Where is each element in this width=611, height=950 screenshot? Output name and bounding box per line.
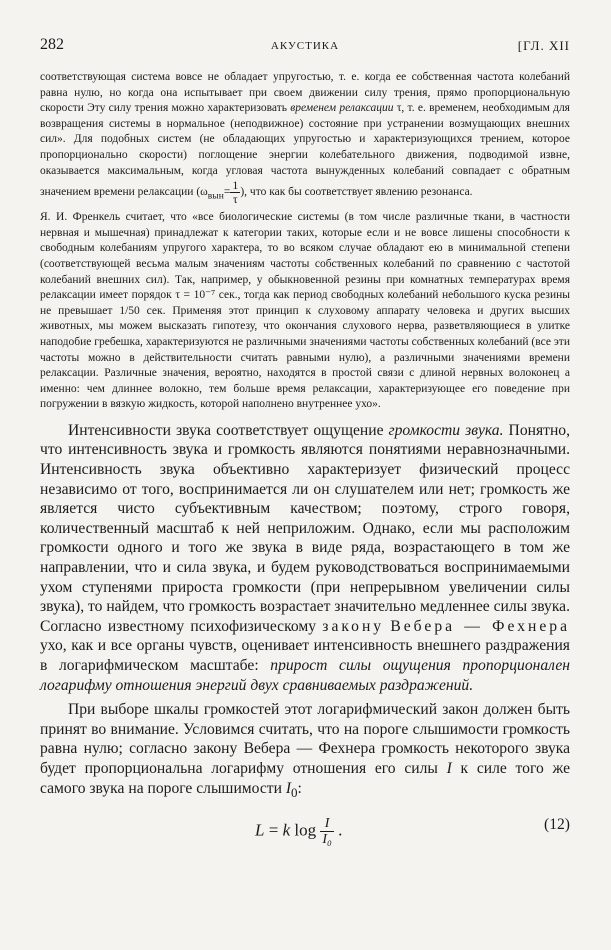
inline-fraction: $\frac{1}{\tau}$ bbox=[232, 178, 239, 207]
book-page bbox=[40, 36, 570, 852]
spaced-law: закону bbox=[322, 617, 385, 635]
paragraph-loudness: Интенсивности звука соответствует ощущение громкости звука. Понятно, что интенсивность звука и громкость являются понятиями неравнозначными. Интенсивность звука объективно характеризует физический процесс независимо от того, воспринимается ли он слушателем или нет; громкость же является чисто субъективным качеством; поэтому, строго говоря, количественный масштаб к ней неприложим. Однако, если мы расположим громкости одного и того же звука в виде ряда, возрастающего в том же направлении, что и сила звука, и будем руководствоваться воспринимаемыми ухом ступенями прироста громкости (при непрерывном увеличении силы звука), то найдем, что громкость возрастает значительно медленнее силы звука. Согласно известному психофизическому закону Вебера — Фехнера ухо, как и все органы чувств, оценивает интенсивность внешнего раздражения в логарифмическом масштабе: прирост силы ощущения пропорционален логарифму отношения энергий двух сравниваемых раздражений. bbox=[40, 421, 570, 694]
equation-number: (12) bbox=[544, 816, 570, 834]
term-relaxation-time: временем релаксации bbox=[290, 102, 394, 115]
term-loudness: громкости звука. bbox=[388, 421, 504, 439]
equation-body: L = k log $\frac{I}{\text{I₀}}$ . bbox=[255, 816, 343, 848]
quote-paragraph-frenkel: Я. И. Френкель считает, что «все биологические системы (в том числе различные ткани, в частности нервная и мышечная) принадлежат к категории таких, которые если и не вовсе лишены способности к свободным колебаниям упругого характера, то во всяком случае обладают ею в минимальной степени (соответствующей весьма малым значениям частоты собственных колебаний по сравнению с частотой колебаний внешних сил). Так, например, у обыкновенной резины при комнатных температурах время релаксации имеет порядок τ = 10⁻⁷ сек., тогда как период свободных колебаний небольшого куска резины не превышает 1/50 сек. Применяя этот принцип к слуховому аппарату человека и других высших животных, мы можем высказать гипотезу, что окончания слухового нерва, разветвляющиеся в улитке наподобие гребешка, характеризуются не различными значениями частоты собственных колебаний (все эти частоты можно в действительности считать равными нулю), а различными значениями времени релаксации. Различные значения, вероятно, находятся в простой связи с длиной нервных волоконец а именно: чем длиннее волокно, тем больше время релаксации, характеризующее его поведение при погружении в вязкую жидкость, которой наполнено внутреннее ухо». bbox=[40, 211, 570, 411]
running-header bbox=[40, 36, 570, 58]
equation-12 bbox=[40, 806, 570, 852]
quote-paragraph-relaxation: соответствующая система вовсе не обладает упругостью, т. е. когда ее собственная частота колебаний равна нулю, но когда она испытывает при своем движении силу трения, прямо пропорциональную скорости Эту силу трения можно характеризовать временем релаксации τ, т. е. временем, необходимым для возвращения системы в нормальное (неподвижное) состояние при устранении возмущающих внешних сил». Для подобных систем (не обладающих упругостью и характеризующихся трением, которое пропорционально скорости) поглощение энергии колебательного движения, подводимой извне, оказывается максимальным, когда угловая частота вынужденных колебаний совпадает с обратным значением времени релаксации ($\omega_{вын}=$ $\frac{1}{\tau}$ ), что как бы соответствует явлению резонанса. bbox=[40, 71, 570, 207]
section-title: АКУСТИКА bbox=[270, 40, 340, 52]
page-number: 282 bbox=[40, 36, 64, 53]
quotation-block bbox=[40, 70, 570, 413]
equation-fraction: $\frac{I}{\text{I₀}}$ bbox=[322, 816, 332, 848]
paragraph-scale: При выборе шкалы громкостей этот логарифмический закон должен быть принят во внимание. Условимся считать, что на пороге слышимости громкость равна нулю; согласно закону Вебера — Фехнера громкость некоторого звука будет пропорциональна логарифму отношения его силы I к силе того же самого звука на пороге слышимости $I_0$: bbox=[40, 701, 570, 800]
chapter-label: [ГЛ. XII bbox=[517, 38, 570, 53]
spaced-weber-fechner: Вебера — Фехнера bbox=[390, 617, 570, 635]
main-text bbox=[40, 421, 570, 802]
omega-subscript: вын bbox=[207, 190, 224, 202]
weber-fechner-statement: прирост силы ощущения пропорционален логарифму отношения энергий двух сравниваемых раздражений. bbox=[40, 657, 570, 694]
